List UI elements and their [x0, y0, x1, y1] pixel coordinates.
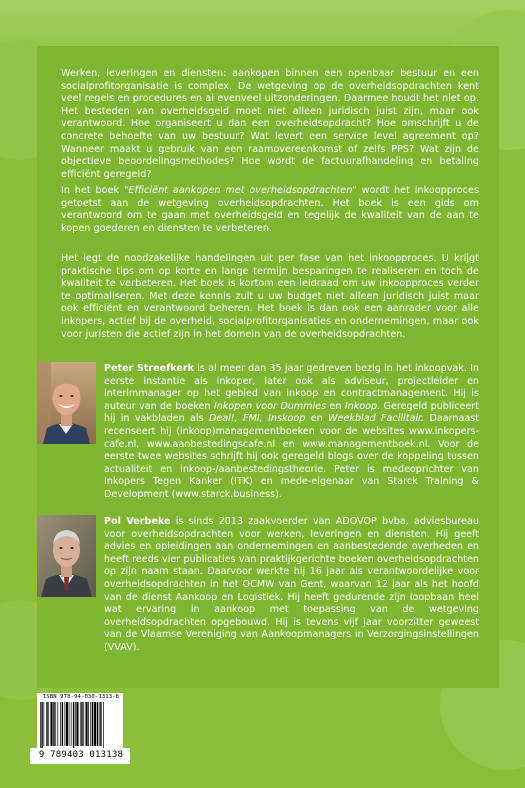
barcode-bar	[92, 702, 93, 746]
barcode-bar	[53, 702, 54, 746]
book-title: Inkopen voor Dummies	[213, 400, 327, 412]
author-bio-peter-text	[104, 363, 479, 502]
barcode-bar	[41, 702, 42, 750]
barcode-bar	[71, 702, 72, 746]
intro-text-2	[61, 185, 479, 235]
isbn-label: ISBN 978-94-030-1313-8	[42, 694, 120, 700]
barcode-bar	[76, 702, 78, 746]
magazine-names: Deal!, FMI, Inskoop	[208, 413, 306, 425]
barcode-bar	[94, 702, 96, 746]
bio-text: Geregeld publiceert hij in vakbladen als	[104, 400, 479, 425]
barcode-bar	[75, 702, 76, 746]
barcode-bar	[97, 702, 98, 746]
author-photo-pol	[37, 515, 96, 597]
barcode-bar	[44, 702, 45, 746]
intro-text-1: Werken, leveringen en diensten: aankopen binnen een openbaar bestuur en een socialprofitorganisatie is complex. De wetgeving op de overheidsopdrachten kent veel regels en procedures en al evenveel uitzonderingen. Daarmee houdt het niet op. Het besteden van overheidsgeld moet niet alleen juridisch juist zijn, maar ook verantwoord. Hoe organiseert u dan een overheidsopdracht? Hoe omschrijft u de concrete behoefte van uw bestuur? Wat levert een service level agreement op? Wanneer maakt u gebruik van een raamovereenkomst of zelfs PPS? Wat zijn de objectieve beoordelingsmethodes? Hoe wordt de factuurafhandeling en betaling efficiënt geregeld?	[61, 68, 479, 180]
intro-text-3: Het legt de noodzakelijke handelingen uit per fase van het inkoopproces. U krijgt praktische tips om op korte en lange termijn besparingen te realiseren en toch de kwaliteit te verbeteren. Het boek is kortom een leidraad om uw inkoopproces verder te optimaliseren. Met deze kennis zult u uw budget niet alleen juridisch juist maar ook efficiënt en verantwoord beheren. Het boek is dan ook een aanrader voor alle inkopers, actief bij de overheid, socialprofitorganisaties en ondernemingen, maar ook voor juristen die actief zijn in het domein van de overheidsopdrachten.	[61, 253, 479, 340]
intro-paragraph-3	[61, 253, 479, 341]
author-portrait	[37, 515, 96, 597]
barcode-bar	[69, 702, 70, 746]
top-band	[0, 0, 525, 46]
barcode-bar	[65, 702, 66, 746]
barcode-bar	[90, 702, 91, 746]
bio-text: is sinds 2013 zaakvoerder van ADOVOP bvba, adviesbureau voor overheidsopdrachten voor werken, leveringen en diensten. Hij geeft advies en opleidingen aan ondernemingen en aanbestedende overheden en heeft reeds vier publicaties van praktijkgerichte boeken overheidsopdrachten op zijn naam staan. Daarvoor werkte hij 16 jaar als verantwoordelijke voor overheidsopdrachten in het OCMW van Gent, waarvan 12 jaar als het hoofd van de dienst Aankoop en Logistiek. Hij heeft gedurende zijn loopbaan heel wat ervaring in aankoop met toepassing van de wetgeving overheidsopdrachten opgebouwd. Hij is tevens vijf jaar voorzitter geweest van de Vlaamse Vereniging van Aankoopmanagers in Verzorgingsinstellingen (VVAV).	[104, 516, 479, 653]
barcode-bar	[100, 702, 101, 746]
author-photo-peter	[37, 362, 96, 444]
bio-text: Daarnaast recenseert hij (inkoop)managementboeken voor de websites www.inkopers-cafe.nl, www.aanbestedingscafe.nl en www.managementboek.nl. Voor de eerste twee websites schrijft hij ook geregeld blogs over de koppeling tussen actualiteit en inkoop-/aanbestedingstheorie. Peter is medeoprichter van Inkopers Tegen Kanker (ITK) en mede-eigenaar van Starck Training & Development (www.starck.business).	[104, 413, 480, 500]
barcode-bar	[60, 702, 61, 746]
intro-text-2-pre: In het boek	[61, 185, 124, 196]
intro-text-2-post: wordt het inkoopproces getoetst aan de wetgeving overheidsopdrachten. Het boek is een gids om verantwoord om te gaan met overheidsgeld en tegelijk de kwaliteit van de aan te kopen goederen en diensten te verbeteren.	[61, 185, 479, 234]
barcode-bar	[48, 702, 49, 746]
bio-text: is al meer dan 35 jaar gedreven bezig in het inkoopvak. In eerste instantie als inkoper, later ook als adviseur, projectleider en interimmanager op het gebied van inkoop en contractmanagement. Hij is auteur van de boeken	[104, 363, 479, 412]
barcode-bar	[83, 702, 84, 746]
barcode-bar	[66, 702, 68, 746]
author-name: Pol Verbeke	[104, 516, 171, 527]
author-bio-peter	[104, 363, 479, 502]
author-bio-pol-text	[104, 516, 479, 655]
barcode-bar	[81, 702, 82, 746]
barcode-bar	[88, 702, 89, 746]
barcode-bar	[51, 702, 53, 746]
book-title: Inkoop.	[344, 400, 381, 412]
bio-text: en	[326, 400, 345, 412]
barcode	[40, 702, 122, 750]
barcode-bar	[55, 702, 56, 746]
barcode-bar	[73, 702, 74, 750]
author-portrait	[37, 362, 96, 444]
barcode-bar	[99, 702, 100, 746]
barcode-bar	[80, 702, 81, 746]
barcode-bar	[40, 702, 41, 750]
barcode-bar	[103, 702, 104, 750]
barcode-bar	[58, 702, 59, 746]
intro-paragraph-2	[61, 185, 479, 235]
barcode-bar	[46, 702, 47, 746]
barcode-bar	[86, 702, 88, 746]
bio-text: en	[305, 413, 329, 425]
book-title: "Efficiënt aankopen met overheidsopdrachten"	[123, 185, 357, 196]
author-bio-pol	[104, 516, 479, 655]
magazine-name: Weekblad Facilitair.	[328, 413, 425, 425]
barcode-digits: 9 789403 013138	[38, 750, 124, 760]
barcode-bar	[62, 702, 63, 746]
author-name: Peter Streefkerk	[104, 363, 195, 374]
intro-paragraph-1	[61, 68, 479, 181]
